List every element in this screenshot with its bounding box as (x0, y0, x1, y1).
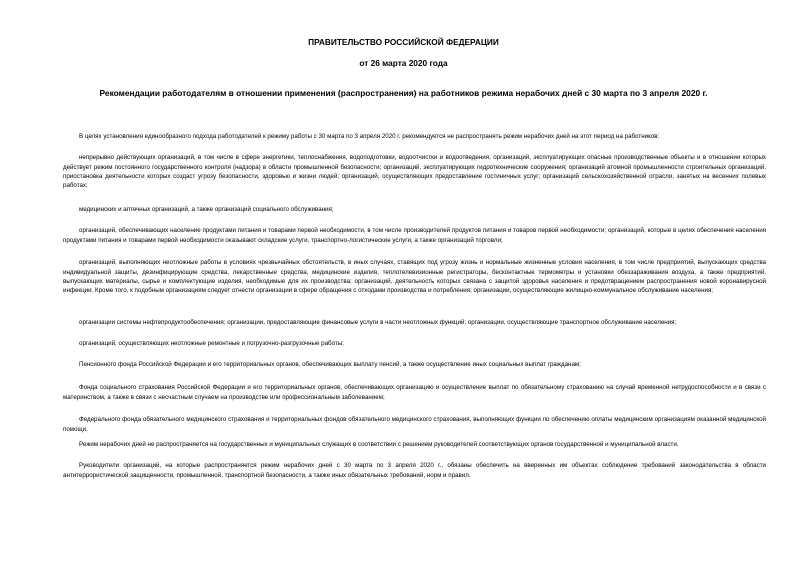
paragraph-civil-servants: Режим нерабочих дней не распространяется на государственных и муниципальных служащих в соответствии с решением руководителей соответствующих органов государственной и муниципальной власти. (79, 441, 679, 449)
paragraph-continuous-organizations: непрерывно действующих организаций, в том числе в сфере энергетики, теплоснабжения, водоподготовки, водоотчистки и водоотведения; организаций, эксплуатирующих опасные производственные объекты и в отношении которых действует режим постоянного государственного контроля (надзора) в области промышленной безопасности; организаций, эксплуатирующих гидротехнические сооружения; организаций атомной промышленности строительных организаций, приостановка деятельности которых создаст угрозу безопасности, здоровью и жизни людей; организаций, осуществляющих предоставление гостиничных услуг; организаций сельскохозяйственной отрасли, занятых на весенних полевых работах; (63, 154, 766, 190)
document-title: Рекомендации работодателям в отношении применения (распространения) на работников режима нерабочих дней с 30 марта по 3 апреля 2020 г. (99, 88, 708, 98)
paragraph-food-supply: организаций, обеспечивающих население продуктами питания и товарами первой необходимости, в том числе производителей продуктов питания и товаров первой необходимости; организаций, которые в целях обеспечения населения продуктами питания и товарами первой необходимости оказывают складские услуги, транспортно-логистические услуги, а также организаций торговли; (63, 227, 766, 244)
paragraph-emergency-works: организаций, выполняющих неотложные работы в условиях чрезвычайных обстоятельств, в иных случаях, ставящих под угрозу жизнь и нормальные жизненные условия населения, в том числе предприятий, выпускающих средства индивидуальной защиты, дезинфицирующие средства, лекарственные средства, медицинские изделия, теплотелевизионные регистраторы, бесконтактные термометры и установки обеззараживания воздуха, а также предприятий, выпускающих материалы, сырье и комплектующие изделия, необходимые для их производства; организаций, деятельность которых связана с защитой здоровья населения и предотвращением распространения новой коронавирусной инфекции. Кроме того, к подобным организациям следует отнести организации в сфере обращения с отходами производства и потребления; организации, осуществляющие жилищно-коммунальное обслуживание населения; (63, 259, 766, 295)
paragraph-medical-organizations: медицинских и аптечных организаций, а также организаций социального обслуживания; (79, 206, 334, 214)
paragraph-oil-finance-transport: организации системы нефтепродуктообеспечения; организации, предоставляющие финансовые услуги в части неотложных функций; организации, осуществляющие транспортное обслуживание населения; (79, 319, 677, 327)
paragraph-repair-works: организаций, осуществляющих неотложные ремонтные и погрузочно-разгрузочные работы; (79, 340, 344, 348)
intro-paragraph: В целях установления единообразного подхода работодателей к режиму работы с 30 марта по 3 апреля 2020 г. рекомендуется не распространять режим нерабочих дней на этот период на работников: (79, 133, 660, 141)
government-heading: ПРАВИТЕЛЬСТВО РОССИЙСКОЙ ФЕДЕРАЦИИ (308, 37, 499, 47)
paragraph-social-insurance-fund: Фонда социального страхования Российской Федерации и его территориальных органов, обеспечивающих организацию и осуществление выплат по обязательному страхованию на случай временной нетрудоспособности и в связи с материнством, а также в связи с несчастным случаем на производстве или профессиональным заболеванием; (63, 384, 766, 401)
paragraph-pension-fund: Пенсионного фонда Российской Федерации и его территориальных органов, обеспечивающих выплату пенсий, а также осуществление иных социальных выплат гражданам; (79, 361, 581, 369)
document-date: от 26 марта 2020 года (359, 58, 448, 68)
paragraph-managers-obligations: Руководители организаций, на которые распространяется режим нерабочих дней с 30 марта по 3 апреля 2020 г., обязаны обеспечить на вверенных им объектах соблюдение требований законодательства в области антитеррористической защищенности, промышленной, транспортной безопасности, а также иных обязательных требований, норм и правил. (63, 462, 766, 479)
paragraph-medical-insurance-fund: Федерального фонда обязательного медицинского страхования и территориальных фондов обязательного медицинского страхования, выполняющих функции по обеспечению оплаты медицинским организациям оказанной медицинской помощи. (63, 416, 766, 433)
